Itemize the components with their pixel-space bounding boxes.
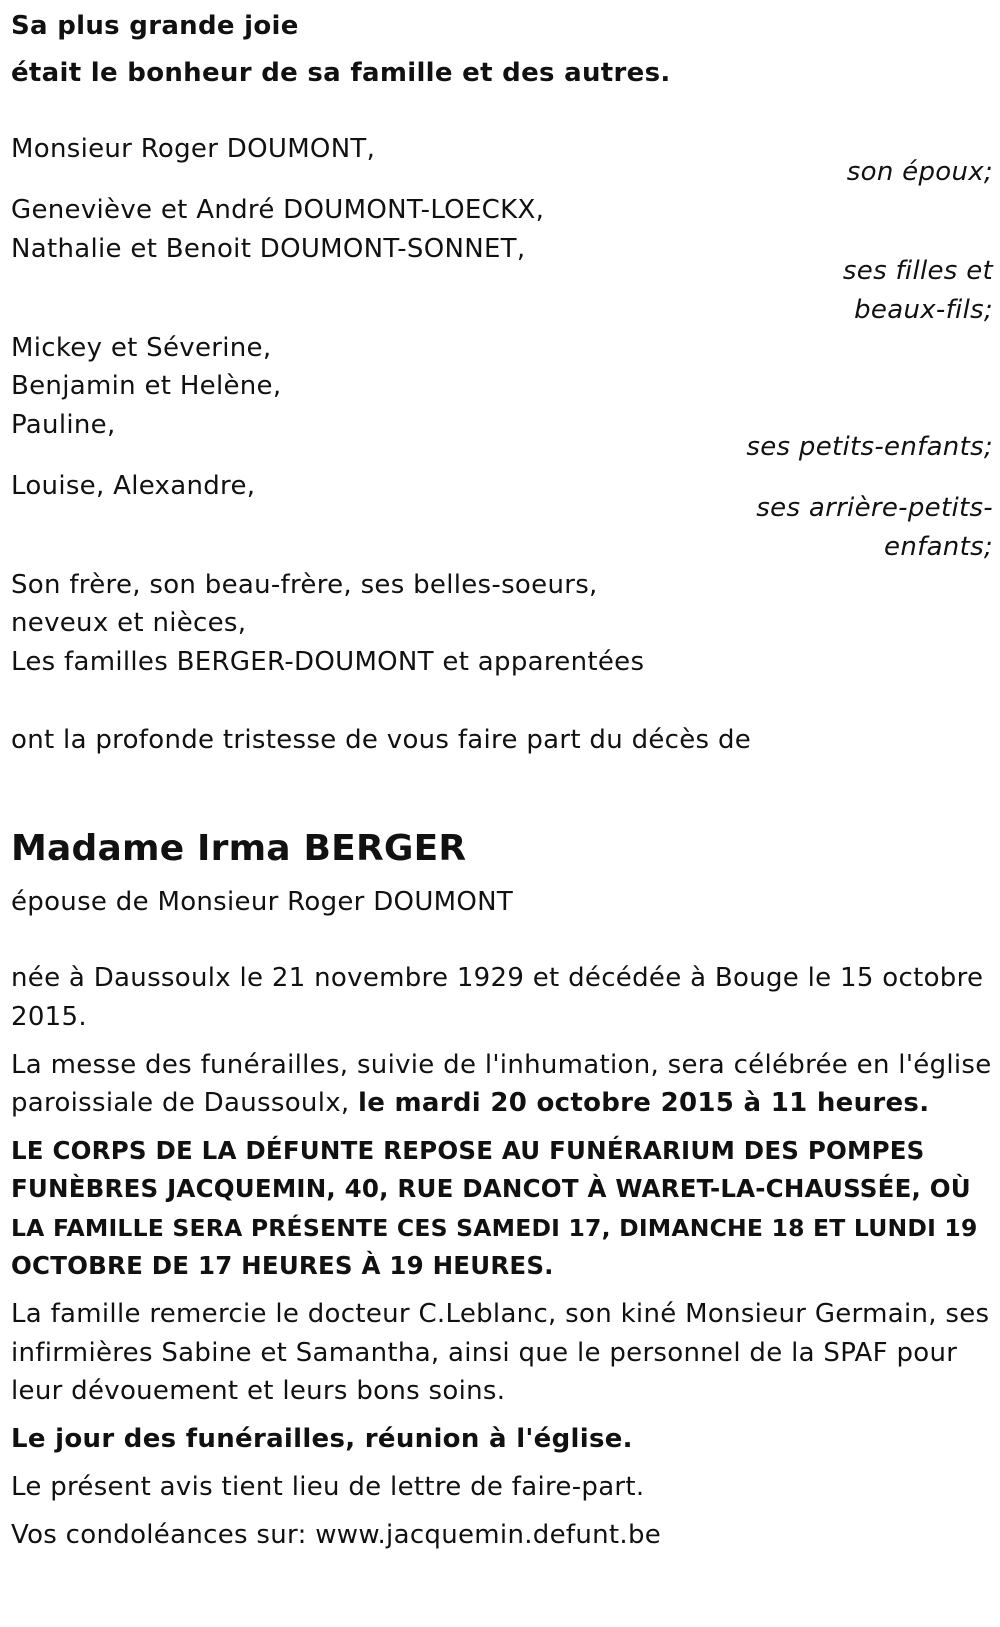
birth-death-line-1: née à Daussoulx le 21 novembre 1929 et décédée à Bouge le 15 octobre <box>11 963 984 993</box>
thanks-line-3: leur dévouement et leurs bons soins. <box>11 1376 506 1406</box>
daughter-2: Nathalie et Benoit DOUMONT-SONNET, <box>11 234 526 264</box>
announcement: ont la profonde tristesse de vous faire part du décès de <box>11 725 752 755</box>
repose-line-3: LA FAMILLE SERA PRÉSENTE CES SAMEDI 17, DIMANCHE 18 ET LUNDI 19 <box>11 1214 978 1242</box>
spouse-of: épouse de Monsieur Roger DOUMONT <box>11 887 514 917</box>
birth-death-line-2: 2015. <box>11 1002 87 1032</box>
mass-line-2 <box>11 1083 929 1123</box>
others-line-3: Les familles BERGER-DOUMONT et apparentées <box>11 647 645 677</box>
grandchildren-role: ses petits-enfants; <box>746 432 993 462</box>
mass-line-1: La messe des funérailles, suivie de l'inhumation, sera célébrée en l'église <box>11 1050 992 1080</box>
great-grandchildren-role-1: ses arrière-petits- <box>756 493 993 523</box>
great-grandchildren: Louise, Alexandre, <box>11 471 256 501</box>
thanks-line-2: infirmières Sabine et Samantha, ainsi que le personnel de la SPAF pour <box>11 1338 958 1368</box>
condolences-text: Vos condoléances sur: www.jacquemin.defunt.be <box>11 1520 662 1550</box>
repose-line-2: FUNÈBRES JACQUEMIN, 40, RUE DANCOT À WARET-LA-CHAUSSÉE, OÙ <box>11 1174 971 1203</box>
header-line-2: était le bonheur de sa famille et des autres. <box>11 58 671 88</box>
grandchild-2: Benjamin et Helène, <box>11 371 282 401</box>
repose-line-1: LE CORPS DE LA DÉFUNTE REPOSE AU FUNÉRARIUM DES POMPES <box>11 1136 925 1165</box>
meeting-info: Le jour des funérailles, réunion à l'église. <box>11 1424 633 1454</box>
notice-text: Le présent avis tient lieu de lettre de faire-part. <box>11 1472 645 1502</box>
grandchild-1: Mickey et Séverine, <box>11 333 272 363</box>
mass-location: paroissiale de Daussoulx, <box>11 1088 359 1118</box>
spouse-name: Monsieur Roger DOUMONT, <box>11 134 376 164</box>
daughter-1: Geneviève et André DOUMONT-LOECKX, <box>11 195 545 225</box>
thanks-line-1: La famille remercie le docteur C.Leblanc, son kiné Monsieur Germain, ses <box>11 1299 990 1329</box>
others-line-1: Son frère, son beau-frère, ses belles-soeurs, <box>11 570 598 600</box>
others-line-2: neveux et nièces, <box>11 608 247 638</box>
header-line-1: Sa plus grande joie <box>11 11 299 41</box>
grandchild-3: Pauline, <box>11 410 116 440</box>
daughters-role-2: beaux-fils; <box>854 295 993 325</box>
deceased-name: Madame Irma BERGER <box>11 828 467 869</box>
repose-line-4: OCTOBRE DE 17 HEURES À 19 HEURES. <box>11 1251 554 1280</box>
daughters-role-1: ses filles et <box>842 256 993 286</box>
mass-date: le mardi 20 octobre 2015 à 11 heures. <box>358 1088 930 1118</box>
spouse-role: son époux; <box>846 157 993 187</box>
great-grandchildren-role-2: enfants; <box>884 532 993 562</box>
